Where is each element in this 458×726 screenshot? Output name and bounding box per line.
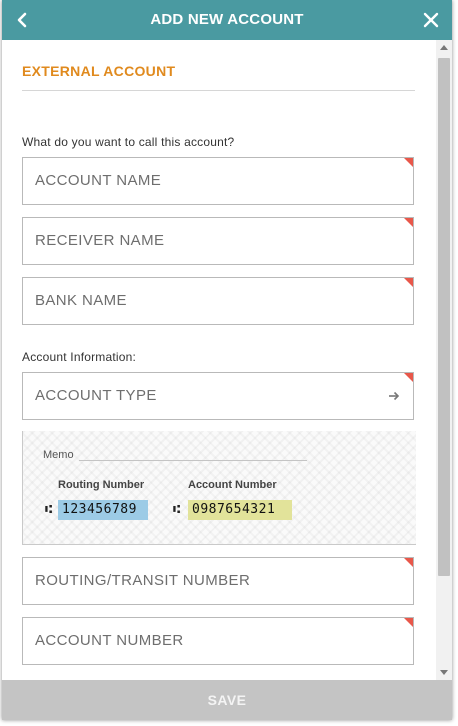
account-number-label: Account Number (188, 479, 277, 491)
required-marker (404, 218, 413, 227)
account-type-placeholder: ACCOUNT TYPE (35, 387, 157, 404)
memo-label: Memo (43, 449, 74, 461)
save-button[interactable] (2, 680, 452, 720)
memo-line (79, 460, 307, 461)
routing-number-label: Routing Number (58, 479, 145, 491)
form-content (2, 40, 436, 680)
required-marker (404, 158, 413, 167)
routing-number-example: 123456789 (58, 500, 148, 520)
account-name-question: What do you want to call this account? (22, 135, 235, 149)
account-name-placeholder: ACCOUNT NAME (35, 172, 162, 189)
micr-transit-symbol: ⑆ (173, 502, 181, 516)
routing-number-field[interactable] (22, 557, 414, 605)
section-divider (22, 90, 415, 91)
scrollbar[interactable] (436, 40, 452, 680)
required-marker (404, 278, 413, 287)
micr-transit-symbol: ⑆ (45, 502, 53, 516)
add-account-modal (2, 0, 452, 720)
arrow-right-icon (387, 389, 401, 403)
bank-name-field[interactable] (22, 277, 414, 325)
bank-name-placeholder: BANK NAME (35, 292, 127, 309)
account-number-placeholder: ACCOUNT NUMBER (35, 632, 184, 649)
required-marker (404, 558, 413, 567)
account-number-example: 0987654321 (188, 500, 292, 520)
receiver-name-placeholder: RECEIVER NAME (35, 232, 165, 249)
check-diagram (22, 431, 416, 545)
account-information-label: Account Information: (22, 350, 137, 364)
scroll-down-arrow-icon[interactable] (440, 670, 448, 675)
section-title: EXTERNAL ACCOUNT (22, 63, 176, 79)
scroll-up-arrow-icon[interactable] (440, 45, 448, 50)
routing-number-placeholder: ROUTING/TRANSIT NUMBER (35, 572, 251, 589)
required-marker (404, 373, 413, 382)
modal-header (2, 0, 452, 40)
receiver-name-field[interactable] (22, 217, 414, 265)
account-number-field[interactable] (22, 617, 414, 665)
account-name-field[interactable] (22, 157, 414, 205)
scrollbar-thumb[interactable] (438, 58, 450, 576)
required-marker (404, 618, 413, 627)
save-button-label: SAVE (207, 692, 247, 708)
close-icon[interactable] (422, 11, 440, 29)
modal-title: ADD NEW ACCOUNT (150, 11, 304, 28)
account-type-select[interactable] (22, 372, 414, 420)
